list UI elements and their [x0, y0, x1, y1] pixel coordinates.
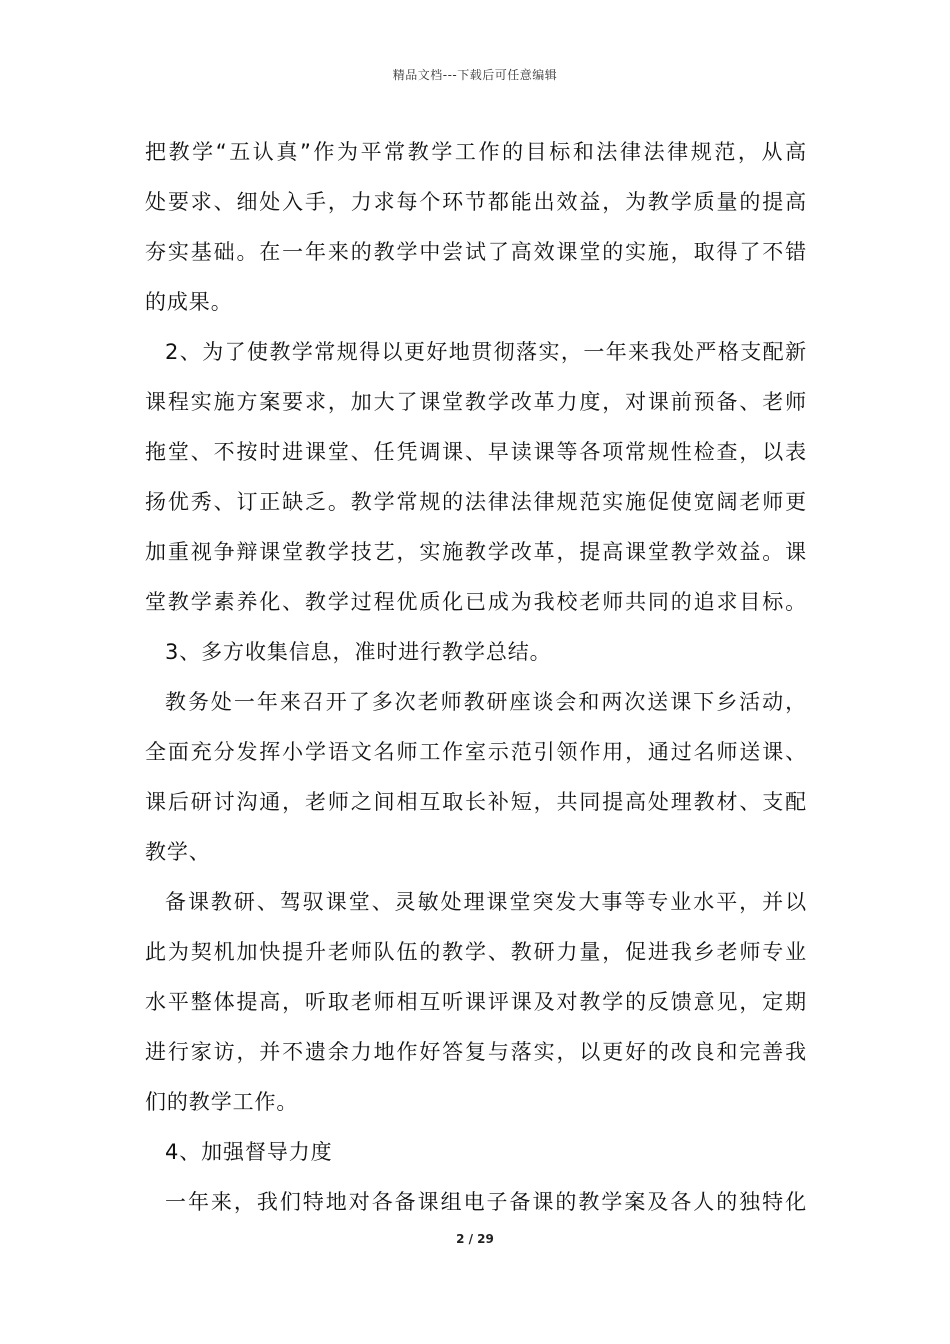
- text-line: 夯实基础。在一年来的教学中尝试了高效课堂的实施，取得了不错: [145, 240, 807, 264]
- page-number: 2 / 29: [456, 1232, 494, 1246]
- text-line: 此为契机加快提升老师队伍的教学、教研力量，促进我乡老师专业: [145, 940, 807, 964]
- text-line: 2、为了使教学常规得以更好地贯彻落实，一年来我处严格支配新: [165, 340, 807, 364]
- text-line: 课程实施方案要求，加大了课堂教学改革力度，对课前预备、老师: [145, 390, 807, 414]
- text-line: 加重视争辩课堂教学技艺，实施教学改革，提高课堂教学效益。课: [145, 540, 807, 564]
- text-line: 的成果。: [145, 290, 233, 314]
- text-line: 们的教学工作。: [145, 1090, 299, 1114]
- text-line: 水平整体提高，听取老师相互听课评课及对教学的反馈意见，定期: [145, 990, 807, 1014]
- text-line: 一年来，我们特地对各备课组电子备课的教学案及各人的独特化: [165, 1190, 807, 1214]
- text-line: 课后研讨沟通，老师之间相互取长补短，共同提高处理教材、支配: [145, 790, 807, 814]
- text-line: 处要求、细处入手，力求每个环节都能出效益，为教学质量的提高: [145, 190, 807, 214]
- text-line: 全面充分发挥小学语文名师工作室示范引领作用，通过名师送课、: [145, 740, 807, 764]
- text-line: 3、多方收集信息，准时进行教学总结。: [165, 640, 552, 664]
- text-line: 教务处一年来召开了多次老师教研座谈会和两次送课下乡活动，: [165, 690, 807, 714]
- text-line: 拖堂、不按时进课堂、任凭调课、早读课等各项常规性检查，以表: [145, 440, 807, 464]
- text-line: 扬优秀、订正缺乏。教学常规的法律法律规范实施促使宽阔老师更: [145, 490, 807, 514]
- text-line: 把教学“五认真”作为平常教学工作的目标和法律法律规范，从高: [145, 140, 807, 164]
- text-line: 4、加强督导力度: [165, 1140, 333, 1164]
- document-body: [145, 132, 807, 1232]
- page-header: 精品文档---下载后可任意编辑: [392, 68, 558, 82]
- text-line: 教学、: [145, 840, 211, 864]
- text-line: 进行家访，并不遗余力地作好答复与落实，以更好的改良和完善我: [145, 1040, 807, 1064]
- text-line: 备课教研、驾驭课堂、灵敏处理课堂突发大事等专业水平，并以: [165, 890, 807, 914]
- text-line: 堂教学素养化、教学过程优质化已成为我校老师共同的追求目标。: [145, 590, 807, 614]
